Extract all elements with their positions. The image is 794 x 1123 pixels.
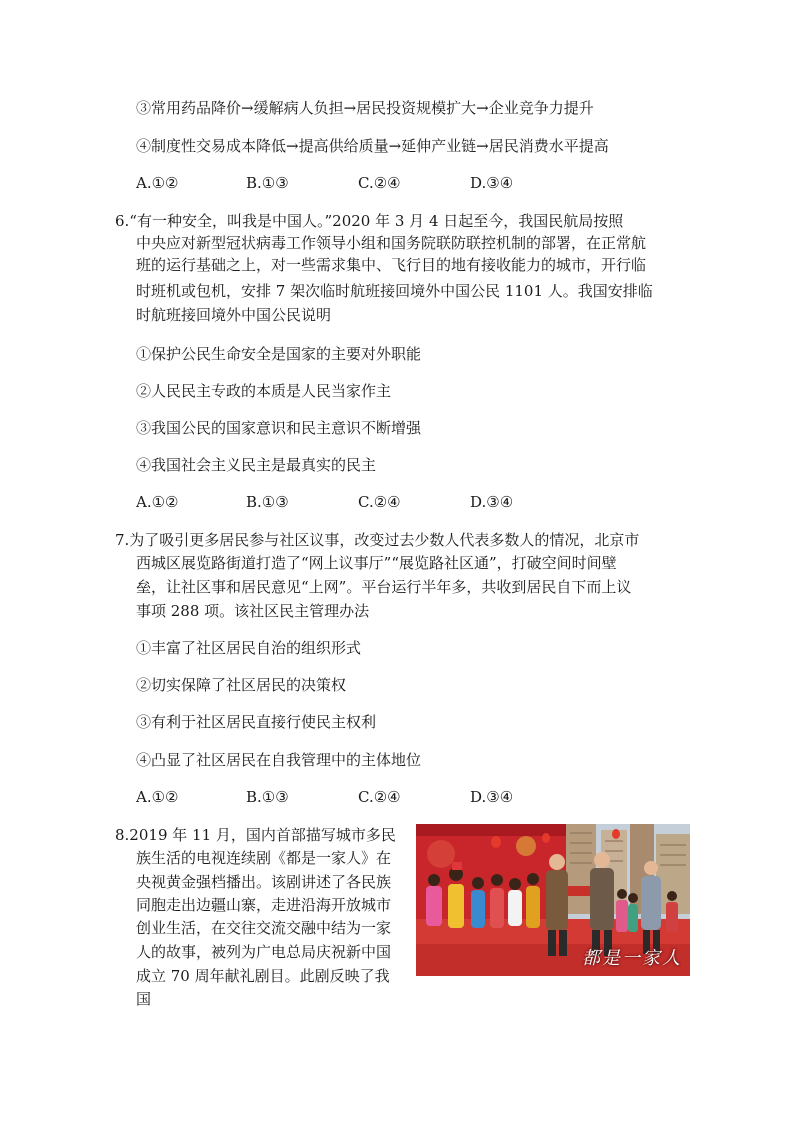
q7-item-4: ④凸显了社区居民在自我管理中的主体地位: [136, 751, 422, 769]
q8-stem-line-3: 央视黄金强档播出。该剧讲述了各民族: [136, 873, 392, 891]
q8-stem-line-4: 同胞走出边疆山寨，走进沿海开放城市: [136, 896, 392, 914]
q5-options: [136, 173, 636, 193]
q5-option-b[interactable]: B.①③: [246, 174, 289, 192]
q7-item-3: ③有利于社区居民直接行使民主权利: [136, 713, 377, 731]
q8-stem-line-8: 国: [136, 990, 152, 1008]
q6-item-1: ①保护公民生命安全是国家的主要对外职能: [136, 345, 422, 363]
q8-stem-line-1: 8.2019 年 11 月，国内首部描写城市多民: [115, 826, 396, 844]
q6-options: [136, 492, 636, 512]
q7-option-a[interactable]: A.①②: [136, 788, 179, 806]
q8-stem-line-7: 成立 70 周年献礼剧目。此剧反映了我: [136, 967, 390, 985]
photo-caption: 都是一家人: [582, 948, 682, 969]
q7-options: [136, 787, 636, 807]
q7-stem-line-2: 西城区展览路街道打造了“网上议事厅”“展览路社区通”，打破空间时间壁: [136, 554, 617, 572]
q8-stem-line-5: 创业生活，在交往交流交融中结为一家: [136, 919, 392, 937]
q6-option-b[interactable]: B.①③: [246, 493, 289, 511]
q8-stem-line-6: 人的故事，被列为广电总局庆祝新中国: [136, 943, 392, 961]
q6-option-d[interactable]: D.③④: [470, 493, 514, 511]
q6-stem-line-1: 6.“有一种安全，叫我是中国人。”2020 年 3 月 4 日起至今，我国民航局按照: [115, 212, 624, 230]
q5-item-4: ④制度性交易成本降低→提高供给质量→延伸产业链→居民消费水平提高: [136, 137, 609, 155]
q6-item-2: ②人民民主专政的本质是人民当家作主: [136, 382, 392, 400]
q7-stem-line-1: 7.为了吸引更多居民参与社区议事，改变过去少数人代表多数人的情况，北京市: [115, 531, 640, 549]
q5-option-a[interactable]: A.①②: [136, 174, 179, 192]
q5-option-c[interactable]: C.②④: [358, 174, 401, 192]
drama-still-photo: [416, 824, 690, 976]
q7-item-2: ②切实保障了社区居民的决策权: [136, 676, 347, 694]
q7-stem-line-3: 垒，让社区事和居民意见“上网”。平台运行半年多，共收到居民自下而上议: [136, 578, 632, 596]
q7-option-d[interactable]: D.③④: [470, 788, 514, 806]
q7-option-b[interactable]: B.①③: [246, 788, 289, 806]
q6-option-c[interactable]: C.②④: [358, 493, 401, 511]
q6-item-4: ④我国社会主义民主是最真实的民主: [136, 456, 377, 474]
q6-stem-line-4: 时班机或包机，安排 7 架次临时航班接回境外中国公民 1101 人。我国安排临: [136, 282, 653, 300]
q6-stem-line-2: 中央应对新型冠状病毒工作领导小组和国务院联防联控机制的部署，在正常航: [136, 234, 647, 252]
q5-item-3: ③常用药品降价→缓解病人负担→居民投资规模扩大→企业竞争力提升: [136, 99, 594, 117]
q5-option-d[interactable]: D.③④: [470, 174, 514, 192]
q6-stem-line-3: 班的运行基础之上，对一些需求集中、飞行目的地有接收能力的城市，开行临: [136, 256, 647, 274]
q7-stem-line-4: 事项 288 项。该社区民主管理办法: [136, 602, 370, 620]
q6-option-a[interactable]: A.①②: [136, 493, 179, 511]
q8-stem-line-2: 族生活的电视连续剧《都是一家人》在: [136, 849, 392, 867]
q7-item-1: ①丰富了社区居民自治的组织形式: [136, 639, 362, 657]
q7-option-c[interactable]: C.②④: [358, 788, 401, 806]
q6-stem-line-5: 时航班接回境外中国公民说明: [136, 306, 332, 324]
q6-item-3: ③我国公民的国家意识和民主意识不断增强: [136, 419, 422, 437]
